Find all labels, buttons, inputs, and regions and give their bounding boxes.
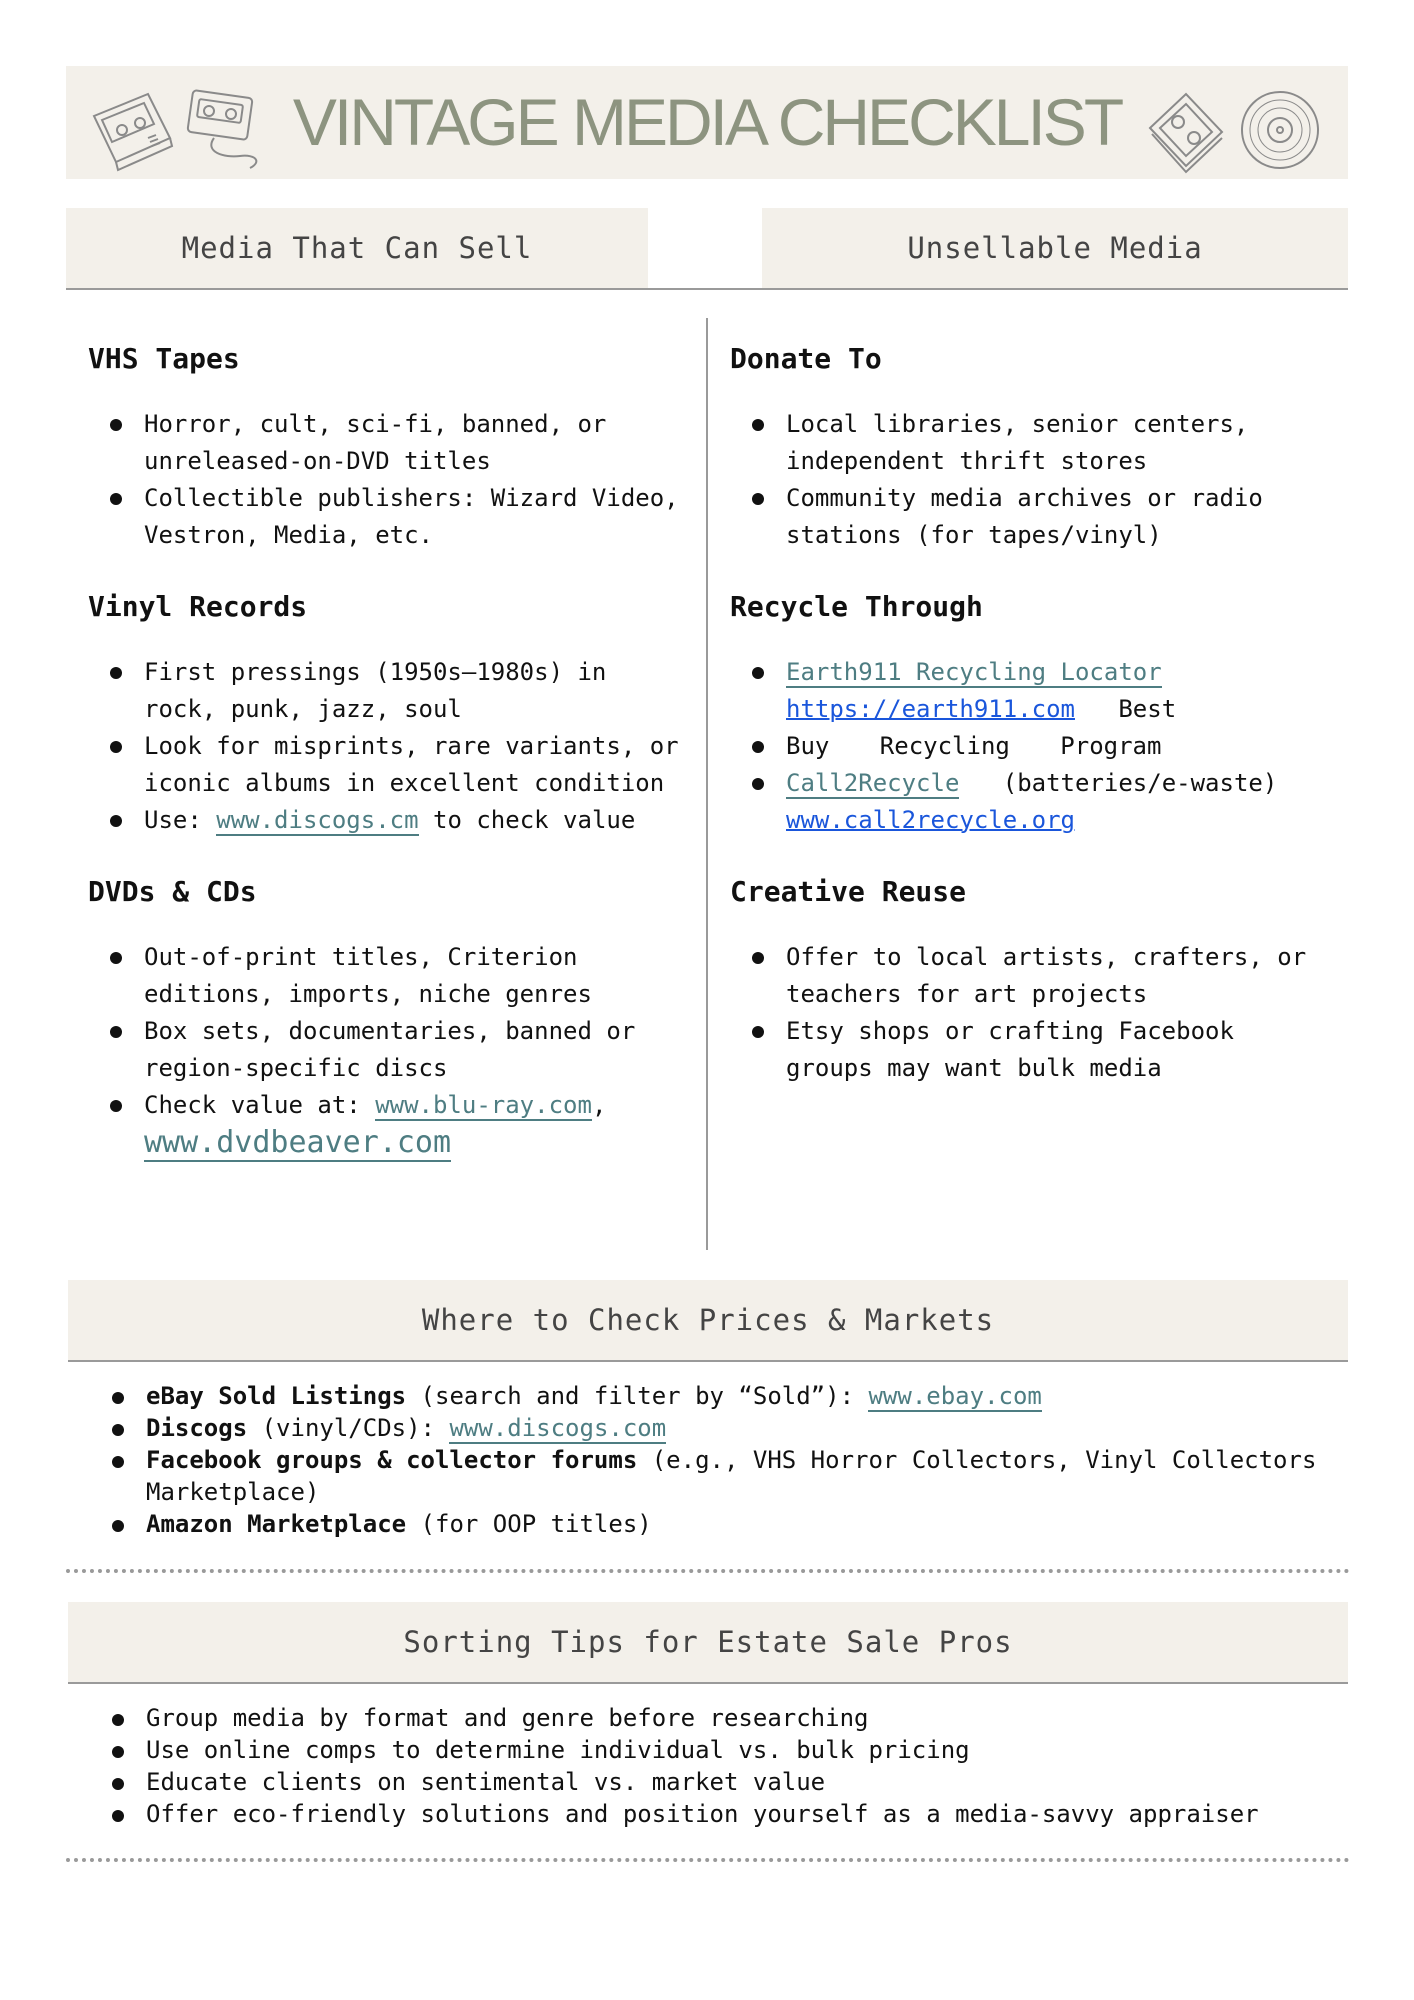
list-item: Offer to local artists, crafters, or teachers for art projects — [730, 939, 1330, 1013]
dvds-list — [88, 939, 688, 1163]
earth911-link[interactable]: Earth911 Recycling Locator — [786, 658, 1162, 686]
list-item-bold: Amazon Marketplace — [146, 1510, 407, 1538]
section-header-prices: Where to Check Prices & Markets — [68, 1280, 1348, 1360]
list-item-text: Check value at: — [144, 1091, 376, 1119]
list-item: Offer eco-friendly solutions and position yourself as a media-savvy appraiser — [88, 1798, 1348, 1830]
section-heading-recycle: Recycle Through — [730, 590, 983, 623]
divider — [68, 1682, 1348, 1684]
list-item: Look for misprints, rare variants, or iconic albums in excellent condition — [88, 728, 688, 802]
ebay-link[interactable]: www.ebay.com — [868, 1382, 1042, 1410]
column-divider — [706, 318, 708, 1250]
list-item: Etsy shops or crafting Facebook groups may want bulk media — [730, 1013, 1330, 1087]
list-item-text: to check value — [418, 806, 636, 834]
list-item-text: (search and filter by “Sold”): — [406, 1382, 869, 1410]
list-item-text: Buy Recycling Program — [786, 732, 1162, 760]
blu-ray-link[interactable]: www.blu-ray.com — [375, 1091, 592, 1119]
list-item-text: Use: — [144, 806, 217, 834]
list-item — [730, 765, 1330, 839]
list-item: First pressings (1950s–1980s) in rock, punk, jazz, soul — [88, 654, 688, 728]
section-heading-donate: Donate To — [730, 342, 882, 375]
dotted-divider — [66, 1858, 1350, 1862]
list-item — [88, 1087, 688, 1163]
donate-list — [730, 406, 1330, 554]
list-item-text: Best — [1118, 695, 1177, 723]
section-header-tips: Sorting Tips for Estate Sale Pros — [68, 1602, 1348, 1682]
column-header-unsellable: Unsellable Media — [762, 208, 1348, 288]
list-item-bold: Facebook groups & collector forums — [146, 1446, 638, 1474]
list-item-text: (vinyl/CDs): — [247, 1414, 450, 1442]
list-item: Community media archives or radio stations (for tapes/vinyl) — [730, 480, 1330, 554]
tips-list — [88, 1702, 1348, 1830]
dvdbeaver-link[interactable]: www.dvdbeaver.com — [144, 1125, 452, 1160]
list-item-text: (for OOP titles) — [406, 1510, 652, 1538]
unsellable-media-column — [730, 336, 1330, 1117]
section-heading-vinyl: Vinyl Records — [88, 590, 308, 623]
list-item — [730, 654, 1330, 728]
vhs-list — [88, 406, 688, 554]
vinyl-list — [88, 654, 688, 839]
list-item: Box sets, documentaries, banned or region-specific discs — [88, 1013, 688, 1087]
list-item: Out-of-print titles, Criterion editions, imports, niche genres — [88, 939, 688, 1013]
list-item: Collectible publishers: Wizard Video, Vestron, Media, etc. — [88, 480, 688, 554]
sellable-media-column — [88, 336, 688, 1193]
list-item: Local libraries, senior centers, independent thrift stores — [730, 406, 1330, 480]
list-item — [730, 728, 1330, 765]
list-item — [88, 1444, 1348, 1508]
section-heading-reuse: Creative Reuse — [730, 875, 967, 908]
divider — [68, 1360, 1348, 1362]
call2recycle-link[interactable]: Call2Recycle — [786, 769, 960, 797]
list-item: Educate clients on sentimental vs. market value — [88, 1766, 1348, 1798]
column-header-sellable: Media That Can Sell — [66, 208, 648, 288]
list-item: Horror, cult, sci-fi, banned, or unreleased-on-DVD titles — [88, 406, 688, 480]
list-item — [88, 802, 688, 839]
section-heading-dvds: DVDs & CDs — [88, 875, 257, 908]
list-item: Use online comps to determine individual vs. bulk pricing — [88, 1734, 1348, 1766]
call2recycle-url-link[interactable]: www.call2recycle.org — [786, 806, 1075, 834]
discogs-com-link[interactable]: www.discogs.com — [449, 1414, 667, 1442]
separator: , — [591, 1091, 607, 1119]
list-item — [88, 1412, 1348, 1444]
reuse-list — [730, 939, 1330, 1087]
list-item-text: (batteries/e-waste) — [1002, 769, 1278, 797]
section-heading-vhs: VHS Tapes — [88, 342, 240, 375]
list-item-text: (e.g., VHS Horror Collectors, Vinyl Collectors Marketplace) — [146, 1446, 1317, 1506]
list-item-bold: eBay Sold Listings — [146, 1382, 407, 1410]
list-item — [88, 1380, 1348, 1412]
list-item-bold: Discogs — [146, 1414, 248, 1442]
earth911-url-link[interactable]: https://earth911.com — [786, 695, 1075, 723]
list-item — [88, 1508, 1348, 1540]
divider — [66, 288, 1348, 290]
list-item: Group media by format and genre before researching — [88, 1702, 1348, 1734]
page-title: VINTAGE MEDIA CHECKLIST — [292, 85, 1122, 159]
recycle-list — [730, 654, 1330, 839]
dotted-divider — [66, 1569, 1350, 1573]
prices-list — [88, 1380, 1348, 1540]
discogs-link[interactable]: www.discogs.cm — [216, 806, 419, 834]
